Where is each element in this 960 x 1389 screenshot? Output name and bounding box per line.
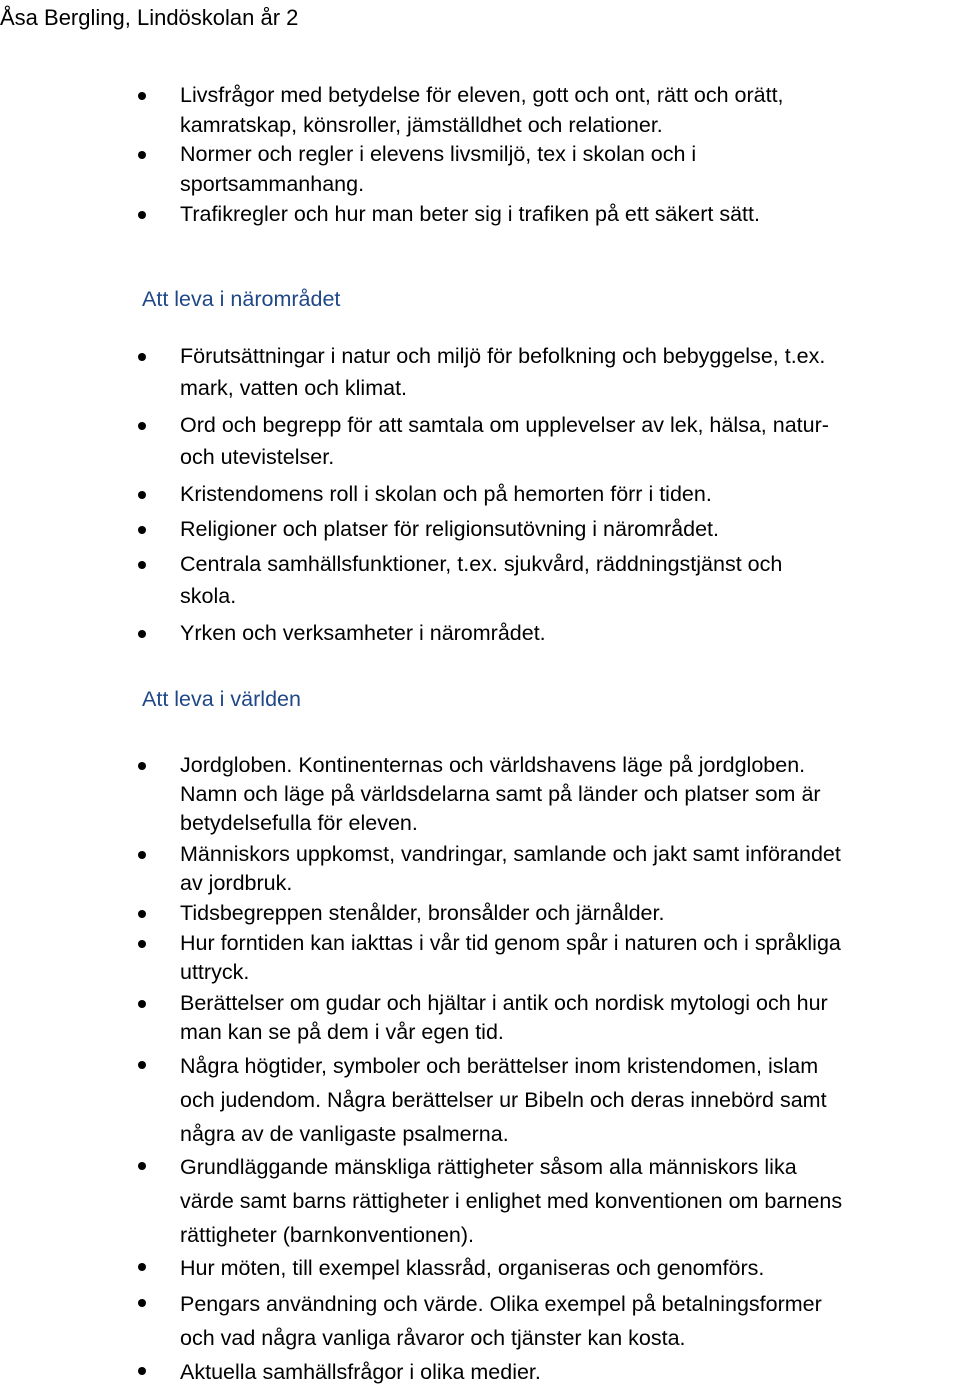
bullet-icon [138, 422, 146, 430]
list-item-line: Livsfrågor med betydelse för eleven, gott och ont, rätt och orätt, [180, 83, 784, 107]
list-item-line: sportsammanhang. [180, 172, 365, 196]
list-item-line: Namn och läge på världsdelarna samt på länder och platser som är [180, 782, 821, 806]
bullet-icon [138, 1061, 146, 1069]
list-item-line: Religioner och platser för religionsutövning i närområdet. [180, 517, 719, 541]
list-item-line: man kan se på dem i vår egen tid. [180, 1020, 504, 1044]
bullet-icon [138, 491, 146, 499]
list-item-line: Yrken och verksamheter i närområdet. [180, 621, 546, 645]
bullet-icon [138, 526, 146, 534]
section-heading-naromradet: Att leva i närområdet [142, 287, 341, 311]
list-item-line: värde samt barns rättigheter i enlighet med konventionen om barnens [180, 1189, 843, 1213]
bullet-icon [138, 92, 146, 100]
list-item-line: Grundläggande mänskliga rättigheter såsom alla människors lika [180, 1155, 797, 1179]
bullet-icon [138, 561, 146, 569]
list-item-line: Ord och begrepp för att samtala om upplevelser av lek, hälsa, natur- [180, 413, 829, 437]
list-item-line: Hur forntiden kan iakttas i vår tid genom spår i naturen och i språkliga [180, 931, 841, 955]
bullet-icon [138, 1000, 146, 1008]
bullet-icon [138, 1162, 146, 1170]
list-item-line: av jordbruk. [180, 871, 293, 895]
bullet-icon [138, 851, 146, 859]
list-item-line: några av de vanligaste psalmerna. [180, 1122, 509, 1146]
list-item-line: Människors uppkomst, vandringar, samlande och jakt samt införandet [180, 842, 841, 866]
list-item-line: Aktuella samhällsfrågor i olika medier. [180, 1360, 541, 1384]
section-heading-varlden: Att leva i världen [142, 687, 301, 711]
list-item-line: Några högtider, symboler och berättelser inom kristendomen, islam [180, 1054, 819, 1078]
bullet-icon [138, 940, 146, 948]
bullet-icon [138, 630, 146, 638]
list-item-line: Hur möten, till exempel klassråd, organiseras och genomförs. [180, 1256, 765, 1280]
bullet-icon [138, 353, 146, 361]
list-item-line: Tidsbegreppen stenålder, bronsålder och järnålder. [180, 901, 665, 925]
list-item-line: betydelsefulla för eleven. [180, 811, 418, 835]
list-item-line: Centrala samhällsfunktioner, t.ex. sjukvård, räddningstjänst och [180, 552, 783, 576]
list-item-line: Berättelser om gudar och hjältar i antik och nordisk mytologi och hur [180, 991, 828, 1015]
bullet-icon [138, 1367, 146, 1375]
bullet-icon [138, 762, 146, 770]
list-item-line: kamratskap, könsroller, jämställdhet och relationer. [180, 113, 663, 137]
list-item-line: Trafikregler och hur man beter sig i trafiken på ett säkert sätt. [180, 202, 760, 226]
list-item-line: rättigheter (barnkonventionen). [180, 1223, 475, 1247]
list-item-line: och vad några vanliga råvaror och tjänster kan kosta. [180, 1326, 686, 1350]
list-item-line: Jordgloben. Kontinenternas och världshavens läge på jordgloben. [180, 753, 806, 777]
bullet-icon [138, 910, 146, 918]
bullet-icon [138, 151, 146, 159]
list-item-line: och utevistelser. [180, 445, 335, 469]
page-header: Åsa Bergling, Lindöskolan år 2 [0, 5, 299, 30]
bullet-icon [138, 211, 146, 219]
list-item-line: Pengars användning och värde. Olika exempel på betalningsformer [180, 1292, 822, 1316]
list-item-line: uttryck. [180, 960, 250, 984]
list-item-line: skola. [180, 584, 237, 608]
bullet-icon [138, 1263, 146, 1271]
list-item-line: Kristendomens roll i skolan och på hemorten förr i tiden. [180, 482, 712, 506]
list-item-line: mark, vatten och klimat. [180, 376, 408, 400]
bullet-icon [138, 1299, 146, 1307]
list-item-line: Förutsättningar i natur och miljö för befolkning och bebyggelse, t.ex. [180, 344, 826, 368]
list-item-line: och judendom. Några berättelser ur Bibeln och deras innebörd samt [180, 1088, 827, 1112]
list-item-line: Normer och regler i elevens livsmiljö, tex i skolan och i [180, 142, 697, 166]
